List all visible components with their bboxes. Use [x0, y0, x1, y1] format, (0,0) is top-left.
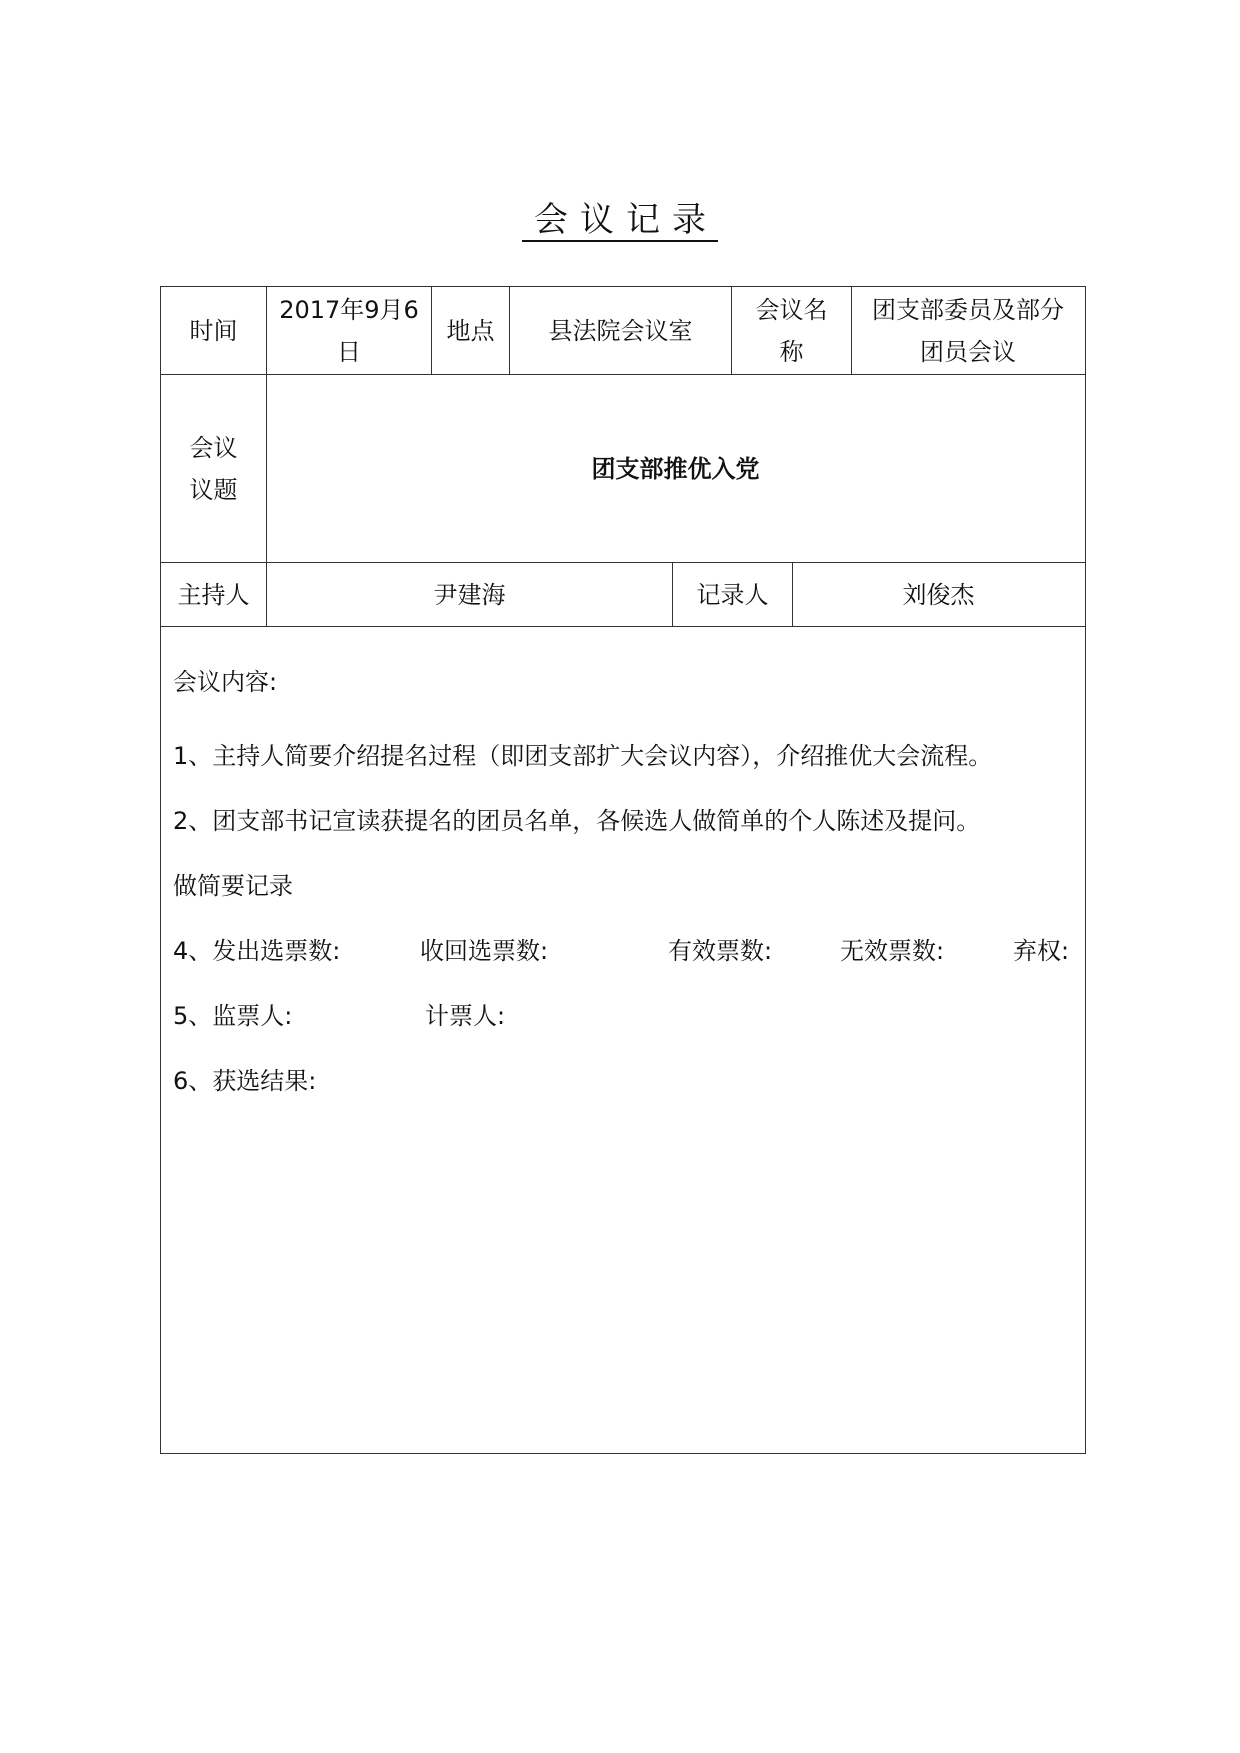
- recorder-label-cell: [673, 563, 793, 626]
- time-value-line1: 2017年9月6: [279, 295, 419, 324]
- place-label: 地点: [446, 316, 495, 345]
- content-item-2: 2、团支部书记宣读获提名的团员名单，各候选人做简单的个人陈述及提问。: [173, 807, 981, 835]
- abstain-label: 弃权:: [1013, 937, 1070, 965]
- valid-votes-label: 有效票数:: [668, 937, 773, 965]
- counter-label: 计票人:: [425, 1002, 506, 1030]
- meeting-content-area: [161, 627, 1085, 1453]
- meeting-name-value-line2: 团员会议: [920, 337, 1016, 366]
- ballots-returned-label: 收回选票数:: [420, 937, 549, 965]
- document-title-text: 会议记录: [522, 200, 718, 242]
- people-row: [161, 563, 1085, 627]
- recorder-value-cell: [793, 563, 1084, 626]
- content-item-4: [173, 934, 1070, 968]
- content-item-5: [173, 999, 773, 1033]
- recorder-value: 刘俊杰: [902, 580, 975, 609]
- invalid-votes-label: 无效票数:: [840, 937, 945, 965]
- ballots-issued-label: 4、发出选票数:: [173, 937, 341, 965]
- recorder-label: 记录人: [696, 580, 769, 609]
- content-heading: 会议内容:: [173, 668, 278, 696]
- meeting-name-value-line1: 团支部委员及部分: [872, 295, 1064, 324]
- host-value: 尹建海: [433, 580, 506, 609]
- meeting-name-label-line1: 会议名: [755, 295, 828, 324]
- topic-value: 团支部推优入党: [591, 454, 760, 483]
- topic-row: [161, 375, 1085, 563]
- host-label: 主持人: [177, 580, 250, 609]
- meeting-name-value-cell: [852, 287, 1084, 374]
- time-label: 时间: [189, 316, 238, 345]
- topic-label-line2: 议题: [189, 475, 238, 504]
- content-item-1: 1、主持人简要介绍提名过程（即团支部扩大会议内容），介绍推优大会流程。: [173, 742, 993, 770]
- document-title: [0, 196, 1240, 244]
- time-value-cell: [267, 287, 432, 374]
- topic-label-line1: 会议: [189, 433, 238, 462]
- time-label-cell: [161, 287, 267, 374]
- meeting-record-form: [160, 286, 1086, 1454]
- meeting-name-label-cell: [732, 287, 852, 374]
- host-label-cell: [161, 563, 267, 626]
- scrutineer-label: 5、监票人:: [173, 1002, 293, 1030]
- place-value: 县法院会议室: [548, 316, 693, 345]
- topic-label-cell: [161, 375, 267, 562]
- place-value-cell: [510, 287, 732, 374]
- header-row: [161, 287, 1085, 375]
- content-item-6: 6、获选结果:: [173, 1067, 317, 1095]
- content-item-3: 做简要记录: [173, 872, 293, 900]
- time-value-line2: 日: [337, 337, 361, 366]
- host-value-cell: [267, 563, 673, 626]
- place-label-cell: [432, 287, 510, 374]
- topic-value-cell: [267, 375, 1084, 562]
- meeting-name-label-line2: 称: [779, 337, 804, 366]
